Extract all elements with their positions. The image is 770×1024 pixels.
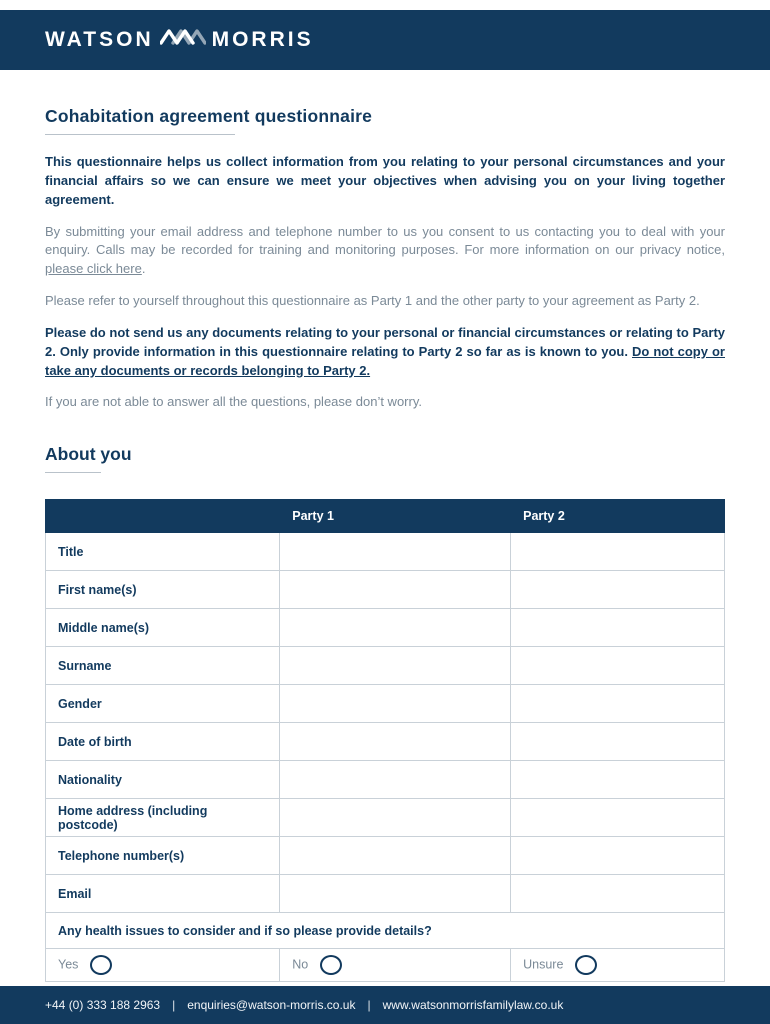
gender-party2-field[interactable] <box>511 685 725 723</box>
health-options-row <box>46 949 725 982</box>
email-party2-field[interactable] <box>511 875 725 913</box>
option-unsure-cell <box>511 949 725 982</box>
title-party1-field[interactable] <box>280 533 511 571</box>
consent-paragraph <box>45 223 725 280</box>
option-no-cell <box>280 949 511 982</box>
first-names-party1-field[interactable] <box>280 571 511 609</box>
email-party1-field[interactable] <box>280 875 511 913</box>
brand-watson-text: WATSON <box>45 28 154 51</box>
surname-party1-field[interactable] <box>280 647 511 685</box>
footer-separator: | <box>172 998 176 1012</box>
footer-separator: | <box>367 998 371 1012</box>
surname-party2-field[interactable] <box>511 647 725 685</box>
table-row <box>46 723 725 761</box>
table-row <box>46 685 725 723</box>
row-label-middle-names: Middle name(s) <box>46 609 280 647</box>
document-body <box>0 70 770 986</box>
row-label-surname: Surname <box>46 647 280 685</box>
reassurance-paragraph: If you are not able to answer all the questions, please don’t worry. <box>45 394 422 410</box>
middle-names-party1-field[interactable] <box>280 609 511 647</box>
table-row <box>46 875 725 913</box>
section-title-about-you: About you <box>45 444 132 465</box>
row-label-telephone: Telephone number(s) <box>46 837 280 875</box>
header-cell-blank <box>46 500 280 533</box>
health-question-label: Any health issues to consider and if so please provide details? <box>46 913 725 949</box>
footer-email-link[interactable]: enquiries@watson-morris.co.uk <box>187 998 356 1012</box>
title-underline <box>45 134 235 135</box>
row-label-gender: Gender <box>46 685 280 723</box>
footer-phone: +44 (0) 333 188 2963 <box>45 998 161 1012</box>
consent-text: By submitting your email address and telephone number to us you consent to us contacting you to deal with your enquiry. Calls may be recorded for training and monitoring purposes. For more information on our privacy notice, <box>45 223 725 258</box>
option-yes-cell <box>46 949 280 982</box>
about-you-table <box>45 499 725 982</box>
table-row <box>46 571 725 609</box>
row-label-title: Title <box>46 533 280 571</box>
no-radio-button[interactable] <box>320 955 342 975</box>
zigzag-wave-icon <box>160 26 206 54</box>
gender-party1-field[interactable] <box>280 685 511 723</box>
option-unsure-label: Unsure <box>523 957 564 972</box>
header-cell-party2: Party 2 <box>511 500 725 533</box>
title-party2-field[interactable] <box>511 533 725 571</box>
section-underline <box>45 472 101 473</box>
table-row <box>46 609 725 647</box>
row-label-first-names: First name(s) <box>46 571 280 609</box>
row-label-nationality: Nationality <box>46 761 280 799</box>
privacy-link[interactable]: please click here <box>45 261 142 277</box>
first-names-party2-field[interactable] <box>511 571 725 609</box>
page-title: Cohabitation agreement questionnaire <box>45 106 373 126</box>
dob-party1-field[interactable] <box>280 723 511 761</box>
party-note-paragraph: Please refer to yourself throughout this questionnaire as Party 1 and the other party to your agreement as Party 2. <box>45 293 700 309</box>
footer-website-link[interactable]: www.watsonmorrisfamilylaw.co.uk <box>382 998 564 1012</box>
table-row <box>46 533 725 571</box>
middle-names-party2-field[interactable] <box>511 609 725 647</box>
warning-underlined-text: Do not copy or take any documents or records belonging to Party 2. <box>45 343 725 378</box>
health-question-row <box>46 913 725 949</box>
nationality-party2-field[interactable] <box>511 761 725 799</box>
header-cell-party1: Party 1 <box>280 500 511 533</box>
table-row <box>46 799 725 837</box>
option-yes-label: Yes <box>58 957 79 972</box>
table-row <box>46 761 725 799</box>
row-label-home-address: Home address (including postcode) <box>46 799 280 837</box>
dob-party2-field[interactable] <box>511 723 725 761</box>
consent-suffix: . <box>141 261 146 277</box>
home-address-party1-field[interactable] <box>280 799 511 837</box>
intro-paragraph: This questionnaire helps us collect information from you relating to your personal circumstances and your financial affairs so we can ensure we meet your objectives when advising you on your living together agreement. <box>45 154 725 207</box>
table-row <box>46 647 725 685</box>
telephone-party2-field[interactable] <box>511 837 725 875</box>
brand-logo <box>45 26 314 54</box>
unsure-radio-button[interactable] <box>575 955 597 975</box>
yes-radio-button[interactable] <box>90 955 112 975</box>
header-bar <box>0 10 770 70</box>
footer-bar <box>0 986 770 1024</box>
home-address-party2-field[interactable] <box>511 799 725 837</box>
top-margin <box>0 0 770 10</box>
warning-text: Please do not send us any documents relating to your personal or financial circumstances or relating to Party 2. Only provide information in this questionnaire relating to Party 2 so far as is known to you. <box>45 324 725 359</box>
table-header-row <box>46 500 725 533</box>
warning-paragraph <box>45 324 725 381</box>
brand-morris-text: MORRIS <box>211 28 314 51</box>
row-label-email: Email <box>46 875 280 913</box>
telephone-party1-field[interactable] <box>280 837 511 875</box>
option-no-label: No <box>292 957 309 972</box>
table-row <box>46 837 725 875</box>
nationality-party1-field[interactable] <box>280 761 511 799</box>
row-label-date-of-birth: Date of birth <box>46 723 280 761</box>
